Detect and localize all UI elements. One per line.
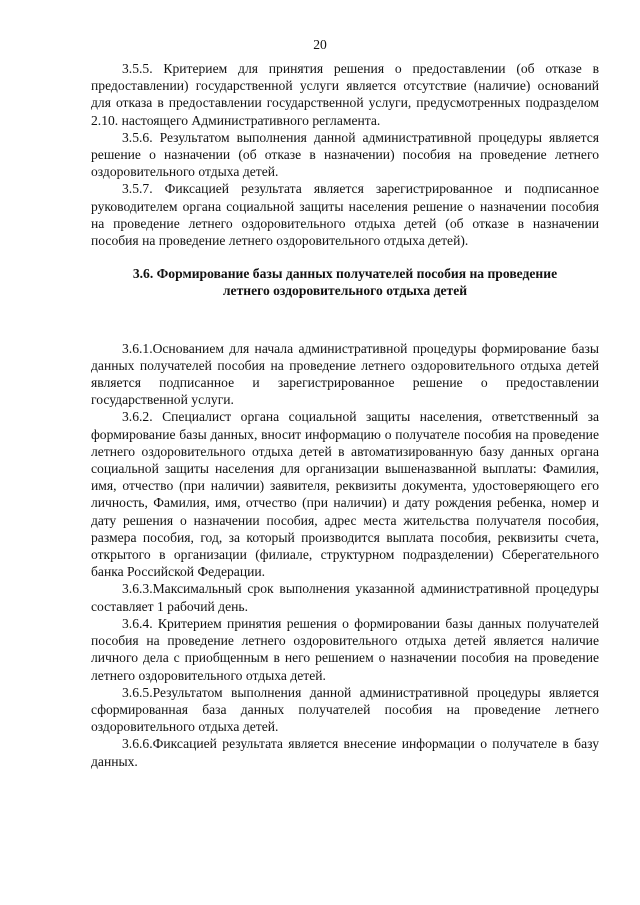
paragraph-3-6-3: 3.6.3.Максимальный срок выполнения указанной административной процедуры составляет 1 рабочий день.: [91, 581, 599, 614]
paragraph-3-5-7: 3.5.7. Фиксацией результата является зарегистрированное и подписанное руководителем органа социальной защиты населения решение о назначении пособия на проведение летнего оздоровительного отдыха детей (об отказе в назначении пособия на проведение летнего оздоровительного отдыха детей).: [91, 181, 599, 249]
paragraph-3-5-6: 3.5.6. Результатом выполнения данной административной процедуры является решение о назначении (об отказе в назначении) пособия на проведение летнего оздоровительного отдыха детей.: [91, 129, 599, 180]
paragraph-3-5-5: 3.5.5. Критерием для принятия решения о предоставлении (об отказе в предоставлении) государственной услуги является отсутствие (наличие) оснований для отказа в предоставлении государственной услуги, предусмотренных подразделом 2.10. настоящего Административного регламента.: [91, 61, 599, 128]
spacer: [91, 249, 599, 265]
section-heading-3-6: 3.6. Формирование базы данных получателей пособия на проведение летнего оздоровительного отдыха детей: [132, 266, 558, 299]
paragraph-3-6-6: 3.6.6.Фиксацией результата является внесение информации о получателе в базу данных.: [91, 736, 599, 769]
paragraph-3-6-4: 3.6.4. Критерием принятия решения о формировании базы данных получателей пособия на проведение летнего оздоровительного отдыха детей является наличие личного дела с приобщенным в него решением о назначении пособия на проведение летнего оздоровительного отдыха детей.: [91, 615, 599, 683]
paragraph-3-6-5: 3.6.5.Результатом выполнения данной административной процедуры является сформированная база данных получателей пособия на проведение летнего оздоровительного отдыха детей.: [91, 684, 599, 735]
paragraph-3-6-2: 3.6.2. Специалист органа социальной защиты населения, ответственный за формирование базы данных, вносит информацию о получателе пособия на проведение летнего оздоровительного отдыха детей в автоматизированную базу данных органа социальной защиты населения для организации вышеназванной выплаты: Фамилия, имя, отчество (при наличии) заявителя, реквизиты документа, удостоверяющего его личность, Фамилия, имя, отчество (при наличии) и дату рождения ребенка, номер и дату решения о назначении пособия, адрес места жительства получателя пособия, размера пособия, год, за который производится выплата пособия, реквизиты счета, открытого в организации (филиале, структурном подразделении) Сберегательного банка Российской Федерации.: [91, 409, 599, 580]
document-body: [91, 60, 599, 770]
page-number: 20: [313, 37, 327, 52]
spacer: [91, 300, 599, 340]
paragraph-3-6-1: 3.6.1.Основанием для начала административной процедуры формирование базы данных получателей пособия на проведение летнего оздоровительного отдыха детей является подписанное и зарегистрированное решение о предоставлении государственной услуги.: [91, 340, 599, 408]
